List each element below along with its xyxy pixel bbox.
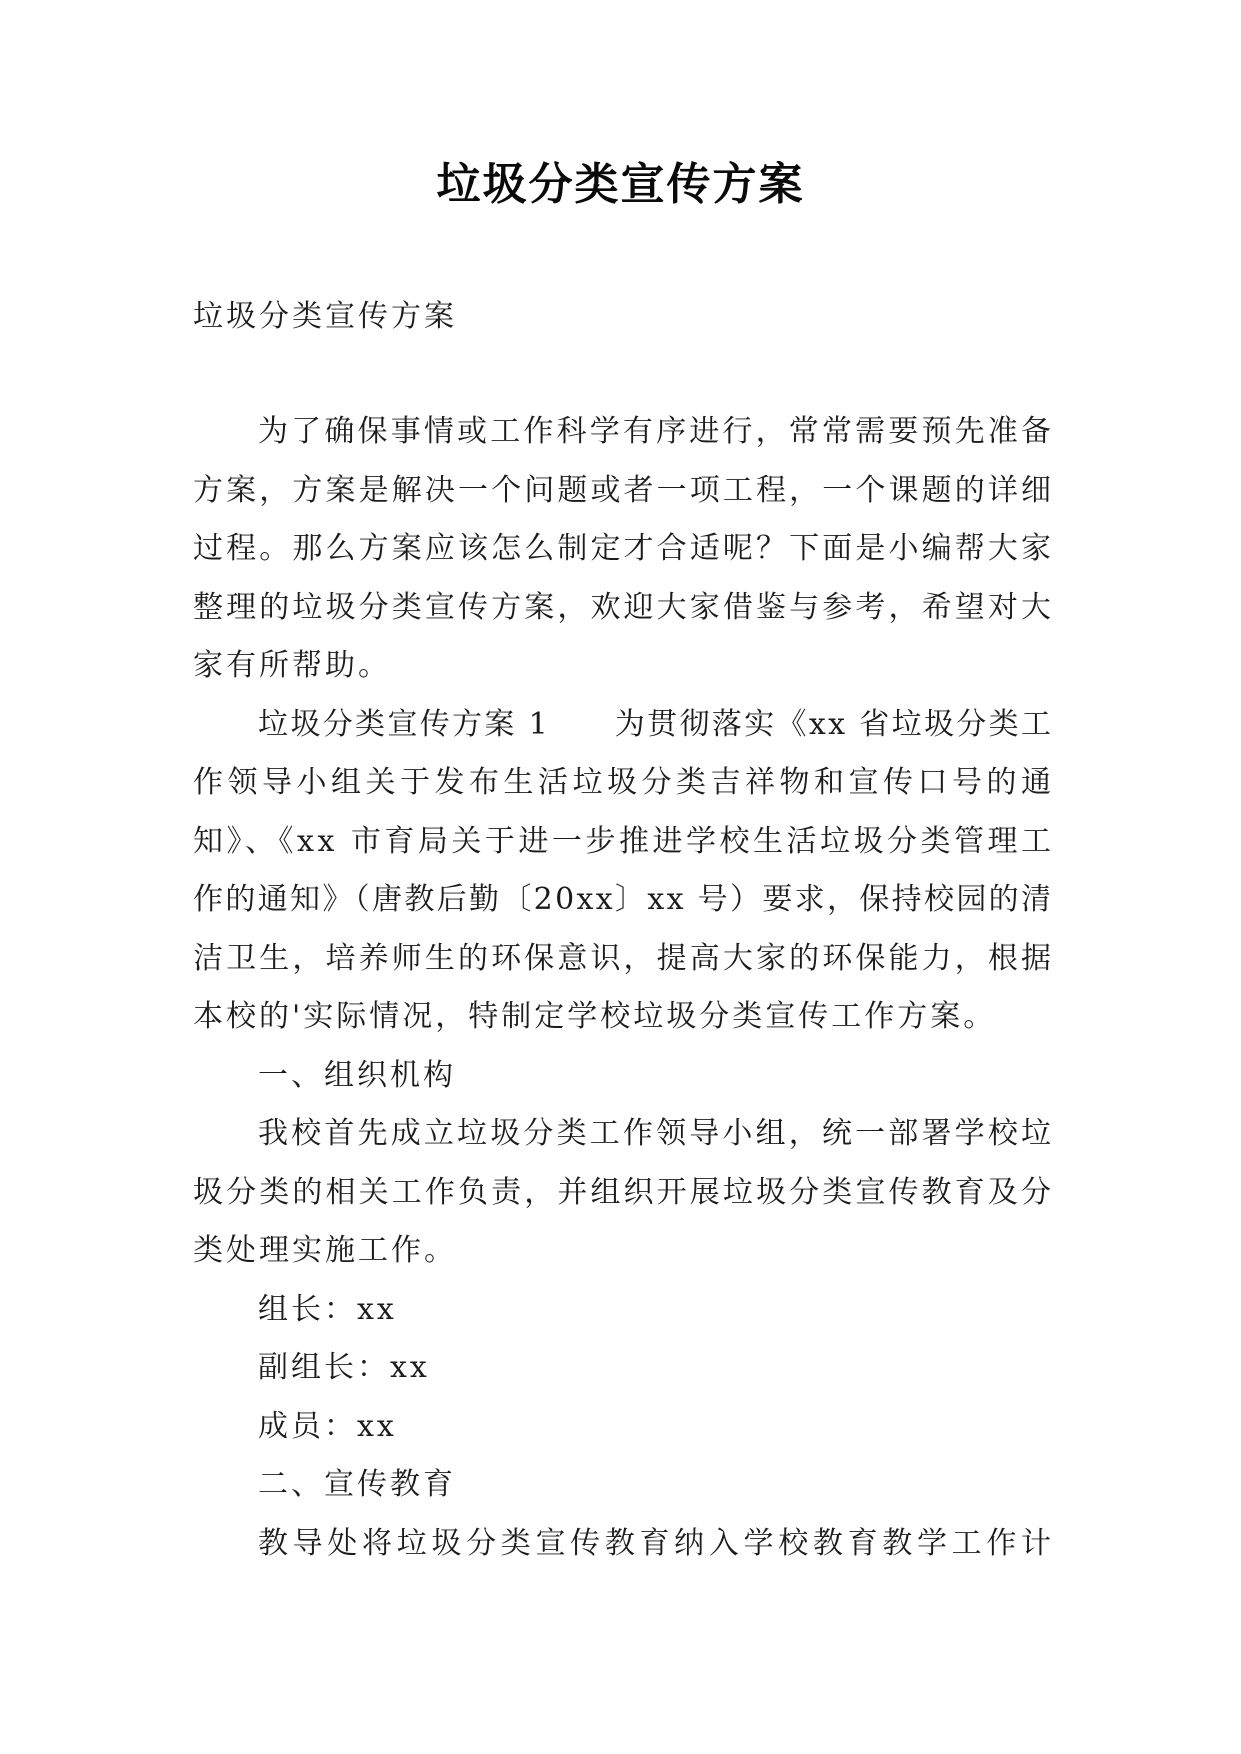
role-label: 成员： — [258, 1408, 357, 1444]
line-text: 整理的垃圾分类宣传方案，欢迎大家借鉴与参考，希望对大 — [193, 589, 1055, 625]
plan1-line — [193, 696, 1054, 755]
intro-line — [193, 520, 1055, 579]
role-deputy-leader — [193, 1339, 1051, 1398]
role-value: xx — [357, 1291, 397, 1327]
plan1-line — [193, 813, 1055, 872]
section1-line — [193, 1222, 1051, 1281]
role-value: xx — [390, 1350, 430, 1385]
section1-line — [193, 1164, 1055, 1223]
role-members — [193, 1398, 1051, 1457]
line-text: 圾分类的相关工作负责，并组织开展垃圾分类宣传教育及分 — [193, 1174, 1055, 1210]
intro-line — [193, 637, 1051, 696]
document-body — [193, 403, 1056, 1573]
intro-line — [193, 579, 1055, 638]
line-text: 家有所帮助。 — [193, 648, 391, 683]
line-text: 为了确保事情或工作科学有序进行，常常需要预先准备 — [258, 414, 1055, 449]
line-text: 洁卫生，培养师生的环保意识，提高大家的环保能力，根据 — [193, 940, 1055, 976]
plan1-line — [193, 988, 1051, 1047]
role-leader — [193, 1281, 1051, 1340]
section2-line — [193, 1515, 1056, 1574]
document-title: 垃圾分类宣传方案 — [436, 159, 805, 210]
line-text: 教导处将垃圾分类宣传教育纳入学校教育教学工作计 — [258, 1525, 1056, 1561]
heading-text: 一、组织机构 — [258, 1057, 456, 1093]
line-text: 作的通知》（唐教后勤〔20xx〕xx 号）要求，保持校园的清 — [193, 882, 1054, 917]
section-heading-organization — [193, 1047, 1051, 1106]
role-label: 副组长： — [258, 1350, 390, 1385]
role-value: xx — [357, 1408, 397, 1444]
role-label: 组长： — [258, 1291, 357, 1327]
line-text: 类处理实施工作。 — [193, 1233, 457, 1268]
section1-line — [193, 1105, 1055, 1164]
document-subtitle: 垃圾分类宣传方案 — [193, 299, 457, 334]
line-text: 作领导小组关于发布生活垃圾分类吉祥物和宣传口号的通 — [193, 765, 1056, 800]
line-text: 垃圾分类宣传方案 1 为贯彻落实《xx 省垃圾分类工 — [258, 706, 1054, 742]
plan1-line — [193, 754, 1056, 813]
heading-text: 二、宣传教育 — [258, 1467, 456, 1502]
line-text: 过程。那么方案应该怎么制定才合适呢？下面是小编帮大家 — [193, 531, 1055, 566]
intro-line — [193, 462, 1055, 521]
line-text: 我校首先成立垃圾分类工作领导小组，统一部署学校垃 — [258, 1116, 1055, 1151]
line-text: 知》、《xx 市育局关于进一步推进学校生活垃圾分类管理工 — [193, 823, 1055, 859]
plan1-line — [193, 871, 1054, 930]
line-text: 本校的'实际情况，特制定学校垃圾分类宣传工作方案。 — [193, 999, 997, 1034]
line-text: 方案，方案是解决一个问题或者一项工程，一个课题的详细 — [193, 472, 1055, 508]
section-heading-publicity — [193, 1456, 1051, 1515]
intro-line — [193, 403, 1055, 462]
plan1-line — [193, 930, 1055, 989]
